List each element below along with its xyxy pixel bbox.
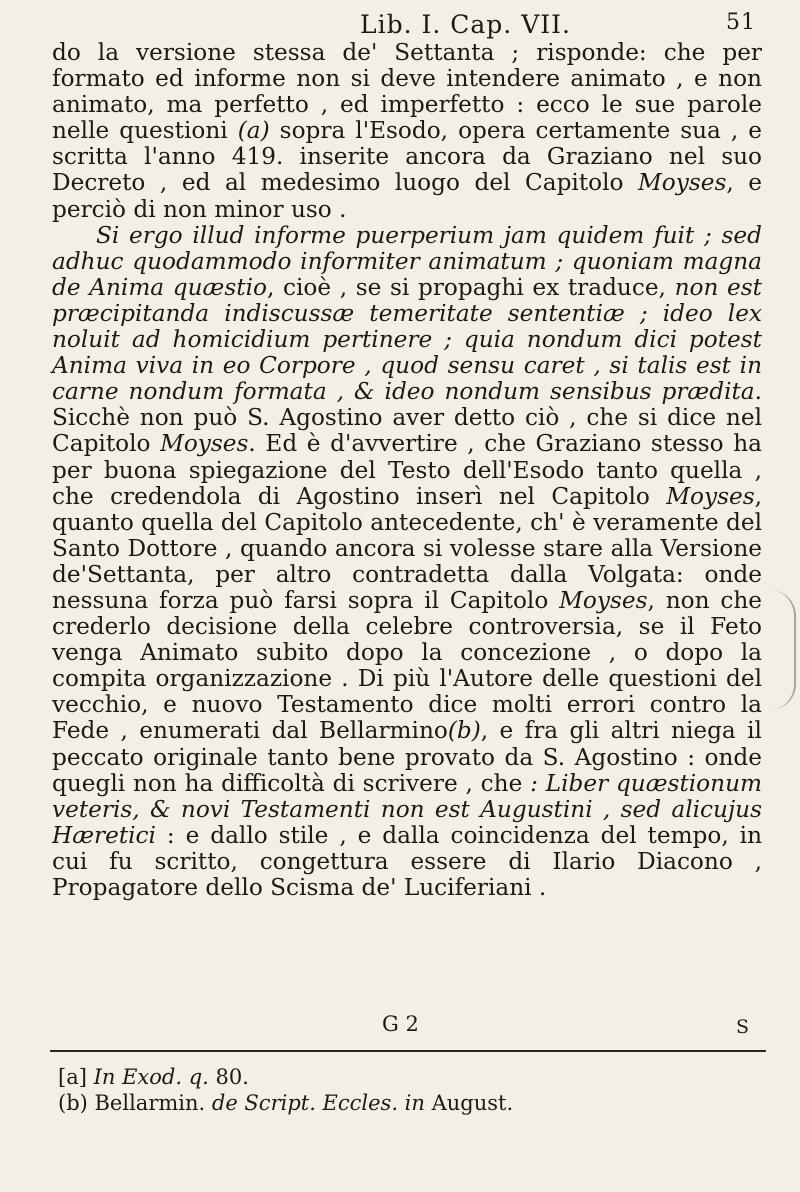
paragraph	[52, 40, 762, 223]
text-segment: [a]	[58, 1065, 94, 1089]
text-segment: , non che crederlo decisione della celebre controversia, se il Feto venga Animato subito dopo la concezione , o dopo la compita organizzazione . Di più l'Autore delle questioni del vecchio, e nuovo Testamento dice molti errori contro la Fede , enumerati dal Bellarmino	[52, 586, 763, 745]
text-segment: , e perciò di non minor uso .	[52, 169, 762, 223]
running-head-title: Lib. I. Cap. VII.	[360, 10, 571, 39]
italic-text-segment: non est præcipitanda indiscussæ temeritate sententiæ ; ideo lex noluit ad homicidium pertinere ; quia nondum dici potest Anima viva in eo Corpore , quod sensu caret , si talis est in carne nondum formata , & ideo nondum sensibus prædita	[52, 273, 762, 406]
footnote	[58, 1064, 758, 1090]
italic-text-segment: In Exod. q.	[93, 1065, 209, 1089]
page-number: 51	[726, 10, 756, 35]
running-head	[60, 6, 762, 40]
italic-text-segment: Moyses	[559, 586, 648, 614]
italic-text-segment: Si ergo illud informe puerperium jam quidem fuit ; sed adhuc quodammodo informiter animatum ; quoniam magna de Anima quæstio	[52, 221, 762, 301]
text-segment: , cioè , se si propaghi ex traduce,	[266, 273, 675, 301]
text-segment: August.	[424, 1091, 514, 1115]
text-segment: , e fra gli altri niega il peccato originale tanto bene provato da S. Agostino : onde quegli non ha difficoltà di scrivere , che	[52, 717, 762, 797]
text-segment: . Sicchè non può S. Agostino aver detto ciò , che si dice nel Capitolo	[52, 378, 762, 458]
text-segment: , quanto quella del Capitolo antecedente, ch' è veramente del Santo Dottore , quando ancora si volesse stare alla Versione de'Settanta, per altro contradetta dalla Volgata: onde nessuna forza può farsi sopra il Capitolo	[52, 482, 762, 614]
italic-text-segment: Moyses	[160, 430, 249, 458]
italic-text-segment: de Script. Eccles. in	[211, 1091, 425, 1115]
italic-text-segment: Moyses	[638, 169, 727, 197]
signature-mark: G 2	[382, 1012, 419, 1036]
text-segment: 80.	[208, 1065, 249, 1089]
signature-line	[0, 1010, 800, 1046]
body-text	[52, 40, 762, 901]
text-segment: (b) Bellarmin.	[58, 1091, 212, 1115]
italic-text-segment: (b)	[447, 717, 481, 745]
italic-text-segment: Moyses	[666, 482, 755, 510]
italic-text-segment: (a)	[237, 117, 270, 145]
footnotes	[58, 1064, 758, 1116]
text-segment: : e dallo stile , e dalla coincidenza del tempo, in cui fu scritto, congettura essere di Ilario Diacono , Propagatore dello Scisma de' Luciferiani .	[52, 821, 762, 901]
text-segment: do la versione stessa de' Settanta ; risponde: che per formato ed informe non si deve intendere animato , e non animato, ma perfetto , ed imperfetto : ecco le sue parole nelle questioni	[52, 39, 762, 145]
footnote	[58, 1090, 758, 1116]
catchword: S	[736, 1016, 750, 1038]
paragraph	[52, 223, 762, 901]
text-segment: . Ed è d'avvertire , che Graziano stesso ha per buona spiegazione del Testo dell'Esodo tanto quella , che credendola di Agostino inserì nel Capitolo	[52, 430, 762, 510]
margin-bracket-mark	[770, 590, 796, 710]
text-segment: sopra l'Esodo, opera certamente sua , e scritta l'anno 419. inserite ancora da Graziano nel suo Decreto , ed al medesimo luogo del Capitolo	[52, 117, 762, 197]
italic-text-segment: : Liber quæstionum veteris, & novi Testamenti non est Augustini , sed alicujus Hæretici	[52, 769, 762, 849]
footnote-rule	[50, 1050, 766, 1052]
